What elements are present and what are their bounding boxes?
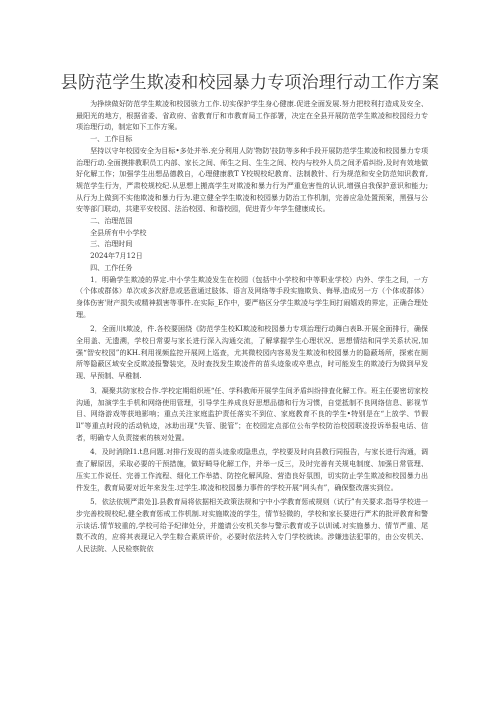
document-title: 县防范学生欺凌和校园暴力专项治理行动工作方案	[60, 73, 440, 93]
section-heading-time: 三、治理时间	[90, 239, 133, 249]
section-heading-scope: 二、治理范国	[90, 216, 133, 226]
task-paragraph-2: 2．全面川t欺凌，件.各校要困绕《防范学生校KI欺凌和校园暴力专项治理行动舞白表B.开展全面排行，确保全用盖、无遗溯，学校日常要与家长进行深入沟通交流，了解掌握学生心理状况、思想情结和同学关系状况,加强“智安校园”的KH.利用视频监控开展网上巡查，尤其微校园内容易发生欺凌和校园暴力的隐蔽场所，探索在厕所等隐蔽区域安全反欺凌报警装完，及时查找发生欺凌件的苗头迹象或卒患点，时可能发生的欺凌行为做到早发现、早预制、早稚制.	[76, 324, 428, 381]
task-paragraph-1: 1．明确学生欺凌的界定.中小学生欺凌发生在校园（包括中小学校和中等职业学校）内外、学生之间，一方（个体或群体）单次或多次舒息或恶意通过肢体、语言及网络等手段实施欺负、侮辱,造成另一方（个体或群体）身体伤害'财产损失或精神损害等事件.在实际_E作中，要严格区分学生欺凌与学生间打闹嬉戏的界定，正确合理处理。	[76, 274, 428, 319]
date-text: 2024年7月12日	[90, 251, 143, 261]
document-body	[76, 98, 428, 555]
task-paragraph-5: 5．依法依规严肃处]].县教育局将依据相关政策法规和宁中小学教育惩戒规则（试行”有关要求.指导学校进一步完善校规校纪,健全教育惩戒工作机制.对实施欺凌的学生，情节轻微的，学校和家长要进行严术的批评教育和警示谈话.情节较重的,学校可给予纪律处分，并邀请公安机关参与警示教育或予以训诫.对实施暴力、情节严重、尾数不改的，应将其表现记入学生粽合素质评价，必要时依法转入专门学校就读。涉嫌违法犯罪的，由公安机关、人民法院、人民检察院依	[76, 497, 428, 554]
section-heading-tasks: 四、工作任务	[90, 262, 133, 272]
scope-text: 全县所有中小学校	[90, 227, 147, 237]
task-paragraph-3: 3．凝聚共防家校合作.学校定期组织班“任、学科教师开展学生间矛盾纠纷排査化解工作。班主任要密切家校沟通，加演学生手机和网络使用管理，引导学生养成良好思想品德和行为习惯，自觉抵制不良网络信息、影视节目、网络游戏等获地影响；重点关注家庭监护责任落实不到位、家庭教育不良的学生•特别是在“上放学、节假ll”等重点时段的活动轨迹，冰助出现“失管、脱管”；在校园定点部位公布学校防治校园联凌投诉举报电话、信者，明确专人负责接索的核对处置。	[76, 385, 428, 442]
section-heading-goals: 一、工作目标	[90, 134, 133, 144]
task-paragraph-4: 4．及时消除I1.t息问题.对排行发现的苗头迹象或隐患点，学校要及时向县教行同报告，与家长进行沟通，调查了解原因，采取必要的干预措施，做好畸导化解工作，并举一反三，及时完善有关规电制度、加强日常管理、压实工作说任、完善工作流程、细化工作举措、防控化解风险、营造良好氛围，切实防止学生欺凌和校园暴力出件发生，教育局要对近年来发生.过学生.欺凌和校园暴力事件的学校开展“网头有”，确保整改落实到位。	[76, 447, 428, 492]
intro-paragraph: 为挣续做好防范学生欺凌和校园骇力工作.切实保护学生身心健康.促进全面发展.努力把校利打造成及安全、最阳光的地方，根据省委、省政府、省教育厅和市教育局工作部署，决定在全县开展防范学生欺凌和校园经力专项治理行动，制定如下工作方案。	[76, 99, 428, 132]
goals-paragraph: 坚持以守年校园安全为目标•多处并举.充分利用人防'物防'技防等多种手段开展防范学生欺凌和校园暴力专项治理行动.全面摸排教职员工内部、家长之间、师生之间、生生之间、校内与校外人员之间矛盾纠纷,及时有效地做好化解工作；加强学生出想品德教自，心理健康教T Y校规校纪教育、法制教针、行为规范和安全防范知识教育,规范学生行为，严肃校规校纪.从思想上搬高学生对欺凌和暴力行为严重危害性的认识,增强自我保护意识和能力;从行为上做到不实他欺凌和暴力行为.建立健全学生欺凌和校园暴力防治工作机制，完善应急处置预案，黑强与公安等部门联动，共建平安校园、法治校园、和谐校园，促进青少年学生健康成长。	[76, 145, 428, 214]
